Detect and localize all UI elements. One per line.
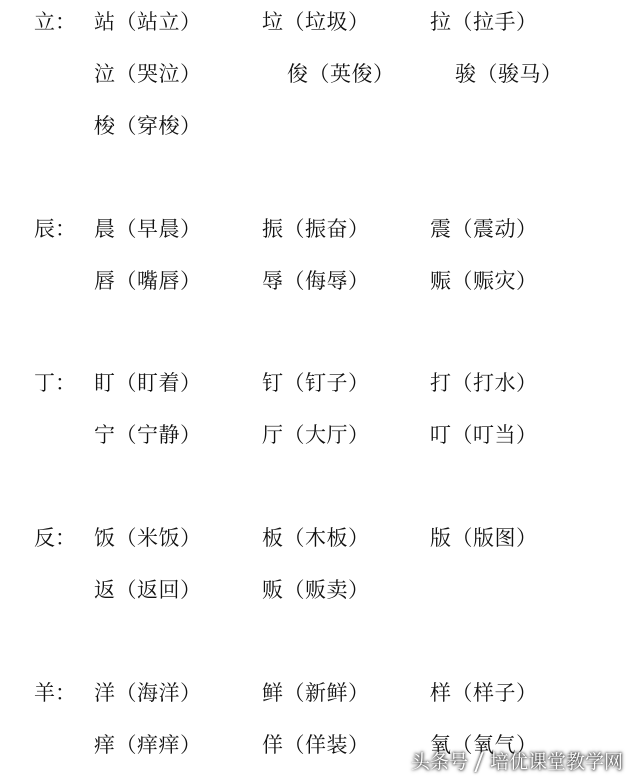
word-entry: 鲜（新鲜） xyxy=(262,681,370,705)
word-row xyxy=(0,7,641,37)
watermark-source: 头条号 xyxy=(410,751,468,773)
radical-label: 羊： xyxy=(34,681,76,705)
word-entry: 宁（宁静） xyxy=(94,423,202,447)
word-entry: 饭（米饭） xyxy=(94,526,202,550)
word-row xyxy=(0,368,641,398)
word-entry: 俊（英俊） xyxy=(287,62,395,86)
radical-label: 丁： xyxy=(34,371,76,395)
word-entry: 辱（侮辱） xyxy=(262,269,370,293)
word-entry: 佯（佯装） xyxy=(262,733,370,757)
watermark xyxy=(411,749,623,775)
word-entry: 拉（拉手） xyxy=(430,10,538,34)
word-entry: 垃（垃圾） xyxy=(262,10,370,34)
watermark-divider xyxy=(474,752,483,772)
word-row xyxy=(0,420,641,450)
radical-label: 辰： xyxy=(34,217,76,241)
word-entry: 震（震动） xyxy=(430,217,538,241)
word-entry: 痒（痒痒） xyxy=(94,733,202,757)
watermark-author: 培优课堂教学网 xyxy=(489,751,623,773)
word-row xyxy=(0,523,641,553)
word-entry: 样（样子） xyxy=(430,681,538,705)
word-row xyxy=(0,59,641,89)
word-row xyxy=(0,214,641,244)
word-entry: 贩（贩卖） xyxy=(262,578,370,602)
word-row xyxy=(0,575,641,605)
word-entry: 梭（穿梭） xyxy=(94,114,202,138)
word-entry: 返（返回） xyxy=(94,578,202,602)
word-entry: 打（打水） xyxy=(430,371,538,395)
radical-label: 立： xyxy=(34,10,76,34)
word-entry: 叮（叮当） xyxy=(430,423,538,447)
word-row xyxy=(0,678,641,708)
word-entry: 泣（哭泣） xyxy=(94,62,202,86)
word-entry: 晨（早晨） xyxy=(94,217,202,241)
word-entry: 氧（氧气） xyxy=(430,733,538,757)
radical-label: 反： xyxy=(34,526,76,550)
word-entry: 唇（嘴唇） xyxy=(94,269,202,293)
word-entry: 钉（钉子） xyxy=(262,371,370,395)
word-entry: 洋（海洋） xyxy=(94,681,202,705)
word-entry: 版（版图） xyxy=(430,526,538,550)
word-entry: 站（站立） xyxy=(94,10,202,34)
word-entry: 盯（盯着） xyxy=(94,371,202,395)
word-row xyxy=(0,111,641,141)
word-row xyxy=(0,266,641,296)
word-entry: 骏（骏马） xyxy=(455,62,563,86)
word-entry: 振（振奋） xyxy=(262,217,370,241)
word-entry: 板（木板） xyxy=(262,526,370,550)
word-entry: 厅（大厅） xyxy=(262,423,370,447)
word-entry: 赈（赈灾） xyxy=(430,269,538,293)
